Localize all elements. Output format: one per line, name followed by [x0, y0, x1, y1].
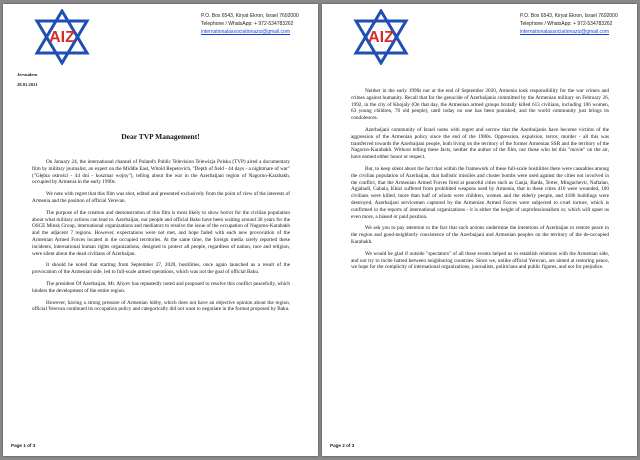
paragraph: However, having a strong pressure of Armenian lobby, which does not have an objective opinion about the region, official Yerevan continued its occupation policy and categorically did not want to negotiate in the format proposed by Baku. [32, 299, 290, 313]
letter-body-page-1 [32, 159, 290, 318]
letterhead-contact [201, 12, 299, 36]
logo-lettering: AIZ [368, 29, 394, 46]
paragraph: It should be noted that starting from September 27, 2020, hostilities, once again launched as a result of the provocation of the Armenian side, led to full-scale armed operations, which was not the goal of official Baku. [32, 262, 290, 276]
letter-date: 28.01.2021 [17, 82, 38, 87]
letterhead-phone: Telephone / WhatsApp: + 972-534783262 [201, 21, 294, 27]
paragraph: But, to keep silent about the fact that within the framework of these full-scale hostilities there were casualties among the civilian population of Azerbaijan, that ballistic missiles and cluster bombs were used against the cities not involved in the conflict, that the Armenian Armed Forces fired at peaceful cities such as Ganja, Barda, Terter, Mingachevir, Naftalan, Agjabadi, Gabala, Khizi suffered from prohibited weapons used by Armenia, that in these cities 416 were wounded, 100 civilians were killed, more than half of whom were children, women and the elderly people, and 4186 buildings were destroyed, Azerbaijani servicemen captured by the Armenian Armed Forces were subjected to cruel torture, which is confirmed in the reports of international organizations - it is either the height of unprofessionalism or, which will upset us even more, a biased or paid position. [351, 165, 609, 220]
document-page-2 [322, 4, 637, 456]
letterhead-address: P.O. Box 6543, Kiryat Ekron, Israel 7692000 [520, 13, 618, 19]
letter-place: Jerusalem [17, 72, 38, 77]
page-number: Page 2 of 3 [330, 443, 355, 448]
star-of-david-logo-icon [348, 9, 414, 65]
paragraph: Neither in the early 1990s nor at the end of September 2020, Armenia took responsibility for the war crimes and crimes against humanity. Recall that for the genocide of Azerbaijanis committed by the Armenian military on February 26, 1992, in the city of Khojaly (On that day, the Armenian armed groups brutally killed 613 civilians, including 106 women, 63 young children, 70 old people), until today no one has been punished, and the world community just brings its condolences. [351, 88, 609, 122]
letterhead-contact [520, 12, 618, 36]
paragraph: Azerbaijani community of Israel notes with regret and sorrow that the Azerbaijanis have become victims of the aggression of the Armenian policy since the end of the 1980s. Oppression, expulsion, terror, murder - all this was transferred towards the Azerbaijani people, both living on the territory of the former Armenian SSR and the territory of the Nagorno-Karabakh. Without telling these facts, neither the author of the film, nor those who let this "movie" on the air, have earned either honor or respect. [351, 126, 609, 161]
letterhead-phone: Telephone / WhatsApp: + 972-534783262 [520, 21, 613, 27]
star-of-david-logo-icon [29, 9, 95, 65]
letter-greeting: Dear TVP Management! [121, 132, 200, 141]
paragraph: We would be glad if outside "spectators" of all these events helped us to establish relations with the Armenian side, and not try to incite hatred between neighboring countries. Since we, unlike official Yerevan, are aimed at restoring peace, we hope for the complicity of international organizations, journalists, politicians and public figures, and not for prejudice. [351, 250, 609, 271]
letterhead-address: P.O. Box 6543, Kiryat Ekron, Israel 7692000 [201, 13, 299, 19]
document-page-1 [3, 4, 318, 456]
letterhead-email-link[interactable]: internationalassociationaziz@gmail.com [520, 29, 610, 35]
paragraph: The president Of Azerbaijan, Mr. Aliyev has repeatedly noted and proposed to resolve this conflict peacefully, which hinders the development of the entire region. [32, 280, 290, 294]
paragraph: We note with regret that this film was shot, edited and presented exclusively from the point of view of the interests of Armenia and the position of official Yerevan. [32, 191, 290, 204]
paragraph: On January 24, the international channel of Poland's Public Television Telewizja Polska (TVP) aired a documentary film by military journalist, an expert on the Middle East, Witold Repetovich, "Depth of field - 44 days - a nightmare of war" ("Głębia ostrości - 44 dni - koszmar wojny"), telling about the war in the Azerbaijani region of Nagorno-Karabakh, occupied by Armenia in the early 1990s. [32, 159, 290, 186]
logo-lettering: AIZ [49, 29, 75, 46]
letter-body-page-2 [351, 88, 609, 276]
page-number: Page 1 of 3 [11, 443, 36, 448]
paragraph: The purpose of the creation and demonstration of this film is most likely to show horror for the civilian population about what military actions can lead to. Azerbaijan, our people and official Baku have been waiting around 30 years for the OSCE Minsk Group, international organizations and mediators to resolve the issue of the occupation of Nagorno-Karabakh and the adjacent 7 regions. However, expectations were not met, and hope faded with each new provocation of the Armenian Armed Forces located in the occupied territories. At the same time, the foreign media rarely reported these incidents, international human rights organizations, designed to protect all people, regardless of nation, race and religion, were silent about the dead civilians of Azerbaijan. [32, 209, 290, 257]
paragraph: We ask you to pay attention to the fact that such actions undermine the intentions of Azerbaijan to restore peace in the region and good-neighborly coexistence of the Azerbaijani and Armenian peoples on the territory of the de-occupied Karabakh. [351, 225, 609, 245]
letterhead-email-link[interactable]: internationalassociationaziz@gmail.com [201, 29, 291, 35]
